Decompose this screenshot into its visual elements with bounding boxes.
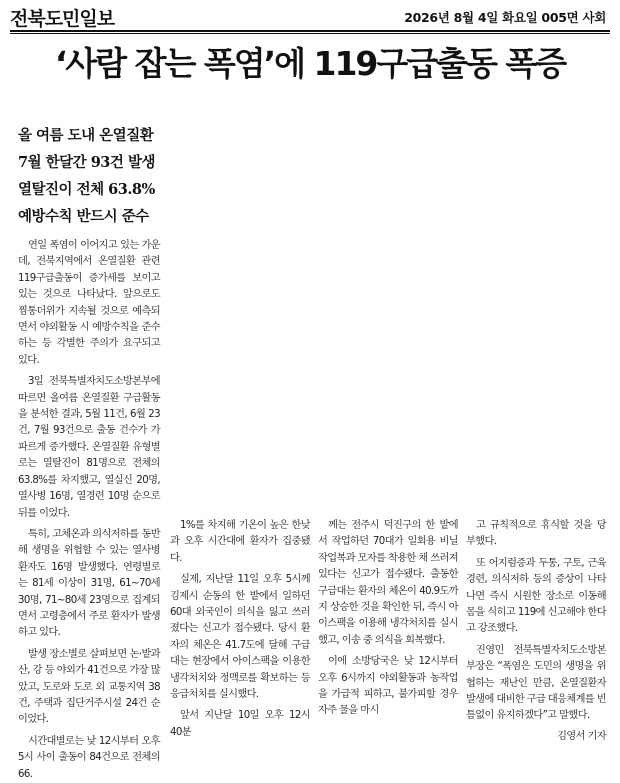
paragraph: 1%를 차지해 기온이 높은 한낮과 오후 시간대에 환자가 집중됐다. [170, 520, 310, 564]
paragraph: 3일 전북특별자치도소방본부에 따르면 올여름 온열질환 구급활동을 분석한 결과, 5월 11건, 6월 23건, 7월 93건으로 출동 건수가 가파르게 증가했다. 온열질환 유형별로는 열탈진이 81명으로 전체의 63.8%를 차지했고, 열실신 20명, 열사병 16명, 열경련 10명 순으로 뒤를 이었다. [18, 376, 160, 519]
article-column-1 [18, 238, 160, 783]
article-column-3 [318, 518, 458, 720]
subhead: 예방수칙 반드시 준수 [18, 208, 149, 225]
subheads [18, 122, 218, 230]
paragraph: 시간대별로는 낮 12시부터 오후 5시 사이 출동이 84건으로 전체의 66. [18, 735, 160, 780]
article-column-2 [170, 518, 310, 741]
paragraph: 연일 폭염이 이어지고 있는 가운데, 전북지역에서 온열질환 관련 119구급출동이 증가세를 보이고 있는 것으로 나타났다. 앞으로도 찜통더위가 지속될 것으로 예측되면서 야외활동 시 예방수칙을 준수하는 등 각별한 주의가 요구되고 있다. [18, 240, 160, 366]
paragraph: 특히, 고체온과 의식저하를 동반해 생명을 위협할 수 있는 열사병 환자도 16명 발생했다. 연령별로는 81세 이상이 31명, 61~70세 30명, 71~80세 23명으로 집계되면서 고령층에서 주로 환자가 발생하고 있다. [18, 528, 160, 639]
paragraph: 고 규칙적으로 휴식할 것을 당부했다. [466, 520, 606, 548]
paragraph: 발생 장소별로 살펴보면 논·밭과 산, 강 등 야외가 41건으로 가장 많았고, 도로와 도로 외 교통지역 38건, 주택과 집단거주시설 24건 순이었다. [18, 648, 160, 726]
headline: ‘사람 잡는 폭염’에 119구급출동 폭증 [54, 44, 566, 83]
paragraph: 이에 소방당국은 낮 12시부터 오후 6시까지 야외활동과 농작업을 가급적 피하고, 불가피할 경우 자주 물을 마시 [318, 656, 458, 717]
top-rule-thin [10, 33, 610, 34]
subhead: 열탈진이 전체 63.8% [18, 181, 155, 198]
paper-name: 전북도민일보 [10, 8, 115, 30]
paragraph: 진영민 전북특별자치도소방본부장은 “폭염은 도민의 생명을 위협하는 재난인 만큼, 온열질환자 발생에 대비한 구급 대응체계를 빈틈없이 유지하겠다”고 말했다. [466, 644, 606, 722]
paragraph: 또 어지럼증과 두통, 구토, 근육경련, 의식저하 등의 증상이 나타나면 즉시 시원한 장소로 이동해 몸을 식히고 119에 신고해야 한다고 강조했다. [466, 557, 606, 635]
byline: 김영서 기자 [557, 730, 606, 742]
masthead [10, 4, 610, 30]
paragraph: 실제, 지난달 11일 오후 5시께 김제시 순동의 한 밭에서 일하던 60대 외국인이 의식을 잃고 쓰러졌다는 신고가 접수됐다. 당시 환자의 체온은 41.7도에 달해 구급대는 현장에서 아이스팩을 이용한 냉각처치와 정맥로를 확보하는 등 응급처치를 실시했다. [170, 574, 310, 701]
article-column-4 [466, 518, 606, 745]
subhead: 7월 한달간 93건 발생 [18, 154, 155, 171]
paragraph: 앞서 지난달 10일 오후 12시 40분 [170, 710, 310, 738]
top-rule [10, 30, 610, 32]
issue-info: 2026년 8월 4일 화요일 005면 사회 [404, 10, 606, 25]
subhead: 올 여름 도내 온열질환 [18, 127, 154, 144]
paragraph: 께는 전주시 덕진구의 한 밭에서 작업하던 70대가 일회용 비닐작업복과 모자를 착용한 채 쓰러져 있다는 신고가 접수됐다. 출동한 구급대는 환자의 체온이 40.9도까지 상승한 것을 확인한 뒤, 즉시 아이스팩을 이용해 냉각처치를 실시했고, 이송 중 의식을 회복했다. [318, 520, 458, 646]
